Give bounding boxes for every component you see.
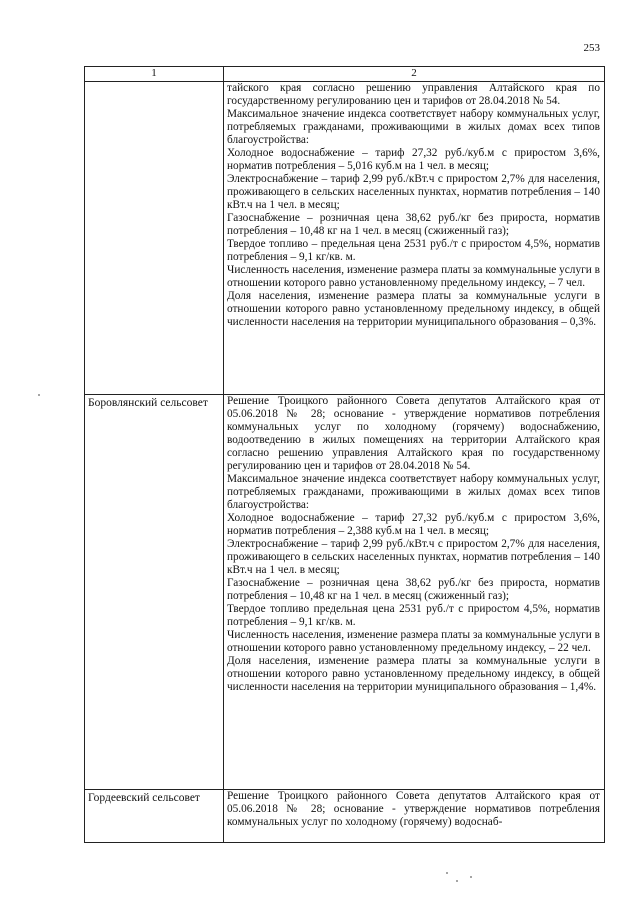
description-paragraph: Доля населения, изменение размера платы за коммунальные услуги в отношении которого равно установленному предельному индексу, в общей численности населения на территории муниципального образования – 0,3%. <box>227 289 600 328</box>
scan-speck <box>470 876 472 878</box>
municipality-cell: Гордеевский сельсовет <box>85 790 224 843</box>
tariff-table <box>84 66 605 843</box>
description-paragraph: Холодное водоснабжение – тариф 27,32 руб./куб.м с приростом 3,6%, норматив потребления – 2,388 куб.м на 1 чел. в месяц; <box>227 511 600 537</box>
scan-speck <box>456 880 458 882</box>
column-header-2: 2 <box>224 67 605 82</box>
description-paragraph: Доля населения, изменение размера платы за коммунальные услуги в отношении которого равно установленному предельному индексу, в общей численности населения на территории муниципального образования – 1,4%. <box>227 654 600 693</box>
table-row <box>85 395 605 790</box>
description-cell <box>224 82 605 395</box>
description-cell <box>224 790 605 843</box>
municipality-cell: Боровлянский сельсовет <box>85 395 224 790</box>
page-number: 253 <box>583 42 600 54</box>
description-paragraph: Численность населения, изменение размера платы за коммунальные услуги в отношении которого равно установленному предельному индексу, – 22 чел. <box>227 628 600 654</box>
scan-speck <box>38 394 40 396</box>
description-paragraph: Газоснабжение – розничная цена 38,62 руб./кг без прироста, норматив потребления – 10,48 кг на 1 чел. в месяц (сжиженный газ); <box>227 211 600 237</box>
column-header-1: 1 <box>85 67 224 82</box>
description-paragraph: Электроснабжение – тариф 2,99 руб./кВт.ч с приростом 2,7% для населения, проживающего в сельских населенных пунктах, норматив потребления – 140 кВт.ч на 1 чел. в месяц; <box>227 172 600 211</box>
description-paragraph: Максимальное значение индекса соответствует набору коммунальных услуг, потребляемых гражданами, проживающими в жилых домах всех типов благоустройства: <box>227 107 600 146</box>
description-cell <box>224 395 605 790</box>
municipality-cell <box>85 82 224 395</box>
description-paragraph: Холодное водоснабжение – тариф 27,32 руб./куб.м с приростом 3,6%, норматив потребления – 5,016 куб.м на 1 чел. в месяц; <box>227 146 600 172</box>
description-paragraph: Электроснабжение – тариф 2,99 руб./кВт.ч с приростом 2,7% для населения, проживающего в сельских населенных пунктах, норматив потребления – 140 кВт.ч на 1 чел. в месяц; <box>227 537 600 576</box>
description-paragraph: Газоснабжение – розничная цена 38,62 руб./кг без прироста, норматив потребления – 10,48 кг на 1 чел. в месяц (сжиженный газ); <box>227 576 600 602</box>
description-paragraph: Решение Троицкого районного Совета депутатов Алтайского края от 05.06.2018 № 28; основание - утверждение нормативов потребления коммунальных услуг по холодному (горячему) водоснаб- <box>227 790 600 828</box>
description-paragraph: Твердое топливо – предельная цена 2531 руб./т с приростом 4,5%, норматив потребления – 9,1 кг/кв. м. <box>227 237 600 263</box>
description-paragraph: Численность населения, изменение размера платы за коммунальные услуги в отношении которого равно установленному предельному индексу, – 7 чел. <box>227 263 600 289</box>
description-paragraph: Твердое топливо предельная цена 2531 руб./т с приростом 4,5%, норматив потребления – 9,1 кг/кв. м. <box>227 602 600 628</box>
table-header-row <box>85 67 605 82</box>
table-row <box>85 790 605 843</box>
description-paragraph: тайского края согласно решению управления Алтайского края по государственному регулированию цен и тарифов от 28.04.2018 № 54. <box>227 82 600 107</box>
table-row <box>85 82 605 395</box>
description-paragraph: Максимальное значение индекса соответствует набору коммунальных услуг, потребляемых гражданами, проживающими в жилых домах всех типов благоустройства: <box>227 472 600 511</box>
scan-speck <box>446 872 448 874</box>
description-paragraph: Решение Троицкого районного Совета депутатов Алтайского края от 05.06.2018 № 28; основание - утверждение нормативов потребления коммунальных услуг по холодному (горячему) водоснабжению, водоотведению в жилых помещениях на территории Алтайского края согласно решению управления Алтайского края по государственному регулированию цен и тарифов от 28.04.2018 № 54. <box>227 395 600 472</box>
